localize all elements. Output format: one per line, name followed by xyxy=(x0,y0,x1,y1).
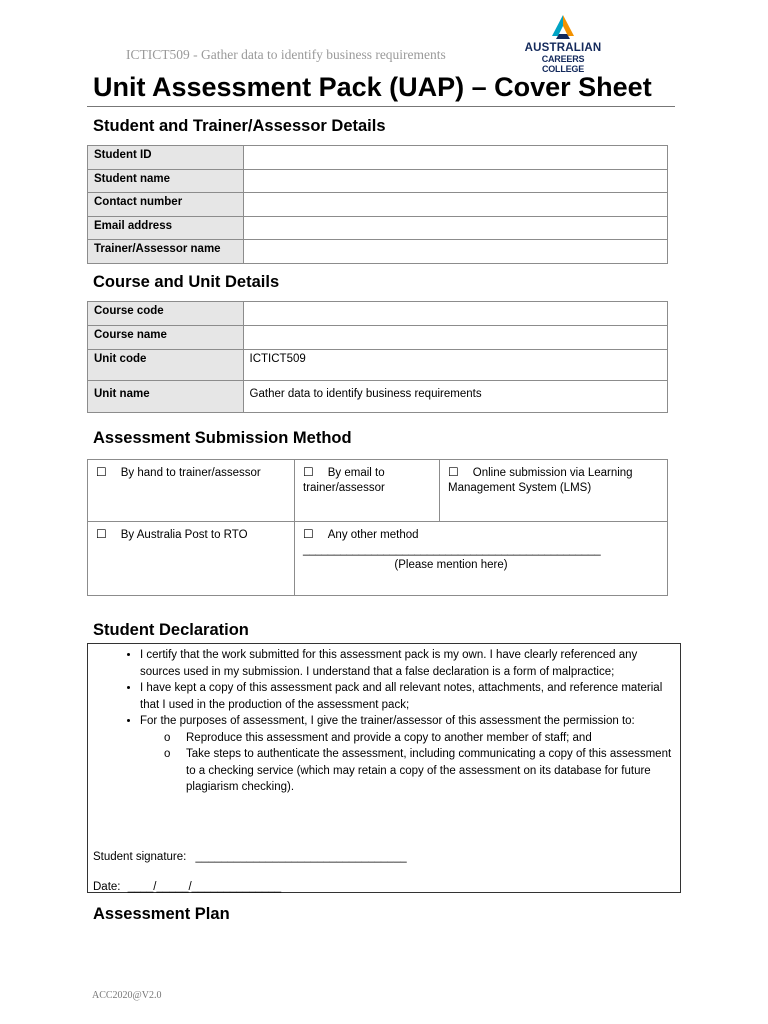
option-label: Online submission via Learning Management System (LMS) xyxy=(448,467,633,494)
email-address-label: Email address xyxy=(88,217,244,240)
unit-name-value: Gather data to identify business requirements xyxy=(243,381,667,413)
trainer-assessor-name-field[interactable] xyxy=(243,240,667,264)
submission-method-table xyxy=(87,459,668,596)
course-details-table xyxy=(87,301,668,413)
student-details-table xyxy=(87,145,668,264)
student-id-field[interactable] xyxy=(243,146,667,170)
signature-line[interactable]: _________________________________ xyxy=(195,851,407,863)
checkbox-icon[interactable]: ☐ xyxy=(303,527,314,541)
option-online-lms[interactable] xyxy=(440,460,668,522)
date-line[interactable]: ____/_____/______________ xyxy=(127,881,282,893)
table-row xyxy=(88,522,668,596)
signature-label: Student signature: xyxy=(93,851,187,863)
declaration-box xyxy=(87,643,681,893)
page-title: Unit Assessment Pack (UAP) – Cover Sheet xyxy=(93,72,652,102)
option-australia-post[interactable] xyxy=(88,522,295,596)
course-code-label: Course code xyxy=(88,302,244,326)
list-item: • I certify that the work submitted for this assessment pack is my own. I have clearly referenced any sources used in my submission. I understand that a false declaration is a form of malpractice; xyxy=(140,647,680,680)
college-logo xyxy=(518,14,608,74)
table-row xyxy=(88,170,668,193)
list-item: o Take steps to authenticate the assessment, including communicating a copy of this assessment to a checking service (which may retain a copy of the assessment on its database for future plagiarism checking). xyxy=(186,746,680,796)
list-item: o Reproduce this assessment and provide a copy to another member of staff; and xyxy=(186,730,680,747)
option-label: By hand to trainer/assessor xyxy=(120,467,261,479)
document-version-footer: ACC2020@V2.0 xyxy=(92,990,162,1001)
logo-text-line1: AUSTRALIAN xyxy=(524,42,602,54)
table-row xyxy=(88,240,668,264)
running-header: ICTICT509 - Gather data to identify business requirements xyxy=(126,47,446,62)
list-item: • I have kept a copy of this assessment pack and all relevant notes, attachments, and reference material that I used in the production of the assessment pack; xyxy=(140,680,680,713)
table-row xyxy=(88,350,668,381)
course-name-field[interactable] xyxy=(243,326,667,350)
checkbox-icon[interactable]: ☐ xyxy=(96,465,107,479)
student-declaration-heading: Student Declaration xyxy=(93,621,249,639)
option-by-email[interactable] xyxy=(295,460,440,522)
table-row xyxy=(88,326,668,350)
course-code-field[interactable] xyxy=(243,302,667,326)
course-name-label: Course name xyxy=(88,326,244,350)
title-divider xyxy=(87,106,675,107)
contact-number-field[interactable] xyxy=(243,193,667,217)
student-name-field[interactable] xyxy=(243,170,667,193)
checkbox-icon[interactable]: ☐ xyxy=(96,527,107,541)
checkbox-icon[interactable]: ☐ xyxy=(303,465,314,479)
option-label: By email to trainer/assessor xyxy=(303,467,385,494)
table-row xyxy=(88,302,668,326)
option-by-hand[interactable] xyxy=(88,460,295,522)
trainer-assessor-name-label: Trainer/Assessor name xyxy=(88,240,244,264)
logo-mark-icon xyxy=(548,14,578,42)
student-id-label: Student ID xyxy=(88,146,244,170)
checkbox-icon[interactable]: ☐ xyxy=(448,465,459,479)
unit-code-value: ICTICT509 xyxy=(243,350,667,381)
date-row xyxy=(93,879,281,896)
declaration-list xyxy=(88,647,680,796)
signature-row xyxy=(93,849,407,866)
list-item-text: For the purposes of assessment, I give the trainer/assessor of this assessment the permission to: xyxy=(140,715,635,727)
table-row xyxy=(88,381,668,413)
table-row xyxy=(88,193,668,217)
unit-name-label: Unit name xyxy=(88,381,244,413)
permission-list xyxy=(140,730,680,796)
student-details-heading: Student and Trainer/Assessor Details xyxy=(93,117,386,135)
logo-text-line2: CAREERS COLLEGE xyxy=(541,54,585,74)
contact-number-label: Contact number xyxy=(88,193,244,217)
email-address-field[interactable] xyxy=(243,217,667,240)
submission-method-heading: Assessment Submission Method xyxy=(93,429,352,447)
list-item xyxy=(140,713,680,796)
assessment-plan-heading: Assessment Plan xyxy=(93,905,230,923)
option-label: Any other method xyxy=(327,529,419,541)
option-other-method[interactable] xyxy=(295,522,668,596)
table-row xyxy=(88,146,668,170)
other-method-hint: (Please mention here) xyxy=(394,559,508,571)
course-details-heading: Course and Unit Details xyxy=(93,273,280,291)
date-label: Date: xyxy=(93,881,121,893)
option-label: By Australia Post to RTO xyxy=(120,529,248,541)
table-row xyxy=(88,460,668,522)
unit-code-label: Unit code xyxy=(88,350,244,381)
table-row xyxy=(88,217,668,240)
student-name-label: Student name xyxy=(88,170,244,193)
other-method-line[interactable]: ________________________________________________ xyxy=(303,544,601,556)
